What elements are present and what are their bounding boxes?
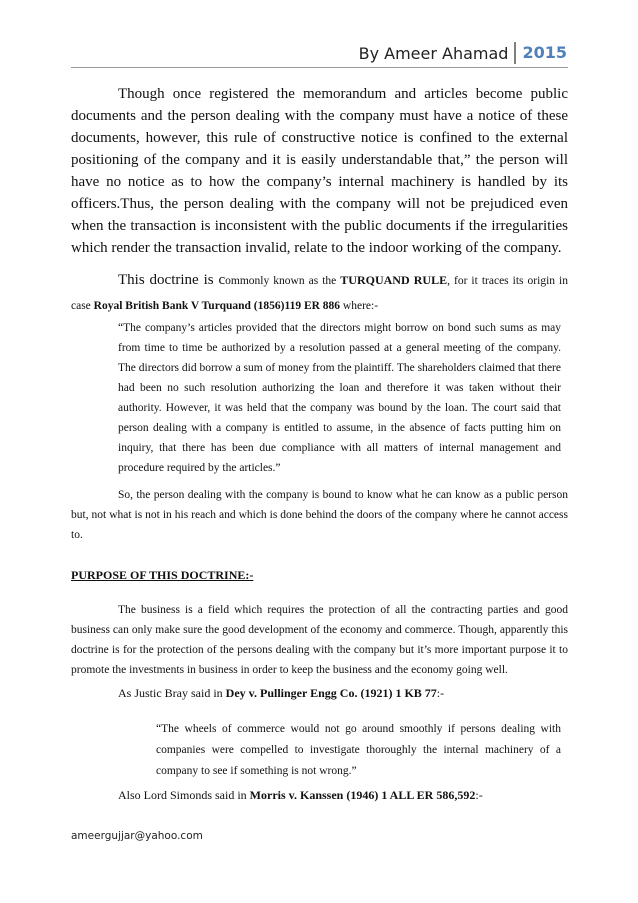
paragraph-1	[71, 83, 568, 259]
header-author: By Ameer Ahamad	[358, 44, 509, 63]
paragraph-2-text	[71, 268, 568, 318]
paragraph-5-lead: As Justic Bray said in	[118, 686, 226, 700]
paragraph-6-tail: :-	[475, 788, 483, 802]
paragraph-4-text: The business is a field which requires the protection of all the contracting parties and good business can only make sure the good development of the economy and commerce. Though, apparently this doctrine is for the protection of the persons dealing with the company but it’s more important purpose it to promote the investments in business in order to keep the business and the economy going well.	[71, 604, 568, 676]
case-citation-turquand: Royal British Bank V Turquand (1856)119 ER 886	[93, 300, 341, 312]
header-rule	[71, 67, 568, 68]
page-header	[359, 42, 567, 64]
paragraph-5-tail: :-	[436, 686, 445, 700]
purpose-heading: PURPOSE OF THIS DOCTRINE:-	[71, 568, 254, 582]
paragraph-2-c: where:-	[340, 300, 379, 312]
quote-1-text: “The company’s articles provided that the directors might borrow on bond such sums as may from time to time be authorized by a resolution passed at a general meeting of the company. The directors did borrow a sum of money from the plaintiff. The shareholders claimed that there had been no such resolution authorizing the loan and therefore it was taken without their authority. However, it was held that the company was bound by the loan. The court said that person dealing with a company is entitled to assume, in the absence of facts putting him on inquiry, that there has been due compliance with all matters of internal management and procedure required by the articles.”	[118, 322, 561, 474]
paragraph-2-lead: This doctrine is c	[118, 272, 226, 288]
case-citation-dey: Dey v. Pullinger Engg Co. (1921) 1 KB 77	[225, 686, 437, 700]
paragraph-6-text	[71, 785, 568, 805]
quote-2	[156, 719, 561, 782]
quote-1	[118, 318, 561, 478]
quote-2-text: “The wheels of commerce would not go around smoothly if persons dealing with companies were compelled to investigate thoroughly the internal machinery of a company to see if something is not wrong.”	[156, 723, 561, 777]
header-year: 2015	[514, 42, 567, 64]
paragraph-1-text: Though once registered the memorandum and articles become public documents and the person dealing with the company must have a notice of these documents, however, this rule of constructive notice is confined to the external positioning of the company and it is easily understandable that,” the person will have no notice as to how the company’s internal machinery is handled by its officers.Thus, the person dealing with the company will not be prejudiced even when the transaction is inconsistent with the public documents if the irregularities which render the transaction invalid, relate to the indoor working of the company.	[71, 86, 568, 256]
turquand-rule: TURQUAND RULE	[340, 273, 448, 287]
footer-email: ameergujjar@yahoo.com	[71, 830, 203, 842]
paragraph-5-text	[71, 683, 568, 703]
case-citation-morris: Morris v. Kanssen (1946) 1 ALL ER 586,592	[249, 788, 476, 802]
paragraph-4	[71, 600, 568, 680]
section-heading	[71, 568, 568, 583]
paragraph-2	[71, 268, 568, 318]
paragraph-2-a: ommonly known as the	[225, 275, 341, 287]
paragraph-6-lead: Also Lord Simonds said in	[118, 788, 250, 802]
paragraph-2-b: , for it traces its origin in case	[71, 275, 568, 312]
paragraph-3-text: So, the person dealing with the company is bound to know what he can know as a public person but, not what is not in his reach and which is done behind the doors of the company where he cannot access to.	[71, 489, 568, 541]
paragraph-3	[71, 485, 568, 545]
paragraph-6	[71, 785, 568, 805]
paragraph-5	[71, 683, 568, 703]
